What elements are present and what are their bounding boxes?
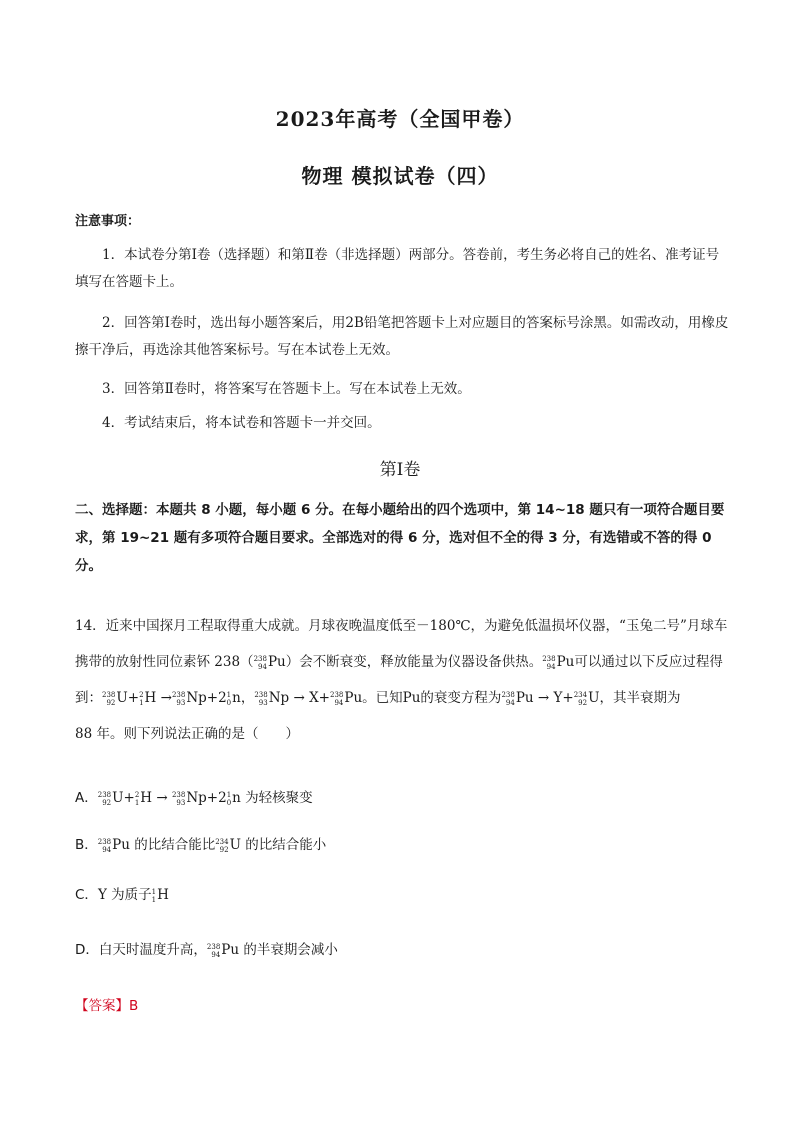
option-c: C．Y 为质子 1 1 H [75,887,169,904]
eq2-part-a: Np → X+ [268,690,330,706]
exam-subtitle: 物理 模拟试卷（四） [301,164,499,188]
option-d-label: D． [75,942,99,958]
eq3-part-a: Pu → Y+ [515,690,574,706]
option-c-label: C． [75,887,98,903]
option-b-text-2: 的比结合能小 [245,837,327,853]
answer-line [75,994,138,1014]
option-a-text: 为轻核聚变 [245,790,313,806]
exam-title: 2023年高考（全国甲卷） [275,107,525,131]
question-text-5: 88 年。则下列说法正确的是（ ） [75,726,299,742]
eq3-part-b: U，其半衰期为 [588,690,681,706]
notice-item-1: 1．本试卷分第Ⅰ卷（选择题）和第Ⅱ卷（非选择题）两部分。答卷前，考生务必将自己的姓名、准考证号填写在答题卡上。 [75,247,720,290]
notice-item-4: 4．考试结束后，将本试卷和答题卡一并交回。 [102,415,381,431]
option-d-text-1: 白天时温度升高， [98,942,207,958]
eq2-part-b: Pu。已知 [344,690,403,706]
eq1-part-c: Np+2 [186,690,227,706]
question-text-2: ）会不断衰变，释放能量为仪器设备供热。 [285,654,543,670]
option-a: A． 238 92 U+ 2 1 H → 238 93 Np+2 1 0 n 为轻核聚变 [75,790,313,807]
eq1-part-a: U+ [116,690,140,706]
option-b: B． 238 94 Pu 的比结合能比 234 92 U 的比结合能小 [75,837,327,854]
notice-item-2: 2．回答第Ⅰ卷时，选出每小题答案后，用2B铅笔把答题卡上对应题目的答案标号涂黑。如需改动，用橡皮擦干净后，再选涂其他答案标号。写在本试卷上无效。 [75,315,729,358]
option-a-label: A． [75,790,98,806]
option-d-text-2: 的半衰期会减小 [243,942,338,958]
option-d: D．白天时温度升高， 238 94 Pu 的半衰期会减小 [75,942,338,959]
answer-tag: 【答案】 [75,998,129,1014]
question-text-1: 14．近来中国探月工程取得重大成就。月球夜晚温度低至－180℃，为避免低温损坏仪器，“玉兔二号”月球车携带的放射性同位素钚 238（ [75,618,728,670]
eq1-part-b: H → [144,690,172,706]
question-text-4: Pu的衰变方程为 [402,690,502,706]
answer-value: B [129,998,139,1014]
notice-item-3: 3．回答第Ⅱ卷时，将答案写在答题卡上。写在本试卷上无效。 [102,381,471,397]
question-isotope: Pu [267,654,286,670]
eq1-part-d: n， [232,690,255,706]
question-text-3: 可以通过以下反应过程得到： [75,654,723,706]
volume-heading: 第Ⅰ卷 [379,460,421,480]
notice-heading: 注意事项： [75,214,141,229]
option-b-text-1: 的比结合能比 [134,837,216,853]
option-c-text: Y 为质子 [97,887,152,903]
option-b-label: B． [75,837,98,853]
question-14: 14．近来中国探月工程取得重大成就。月球夜晚温度低至－180℃，为避免低温损坏仪器，“玉兔二号”月球车携带的放射性同位素钚 238（ 238 94 Pu）会不断衰变，释放能量为仪器设备供热。 238 94 Pu可以通过以下反应过程得到： 238 92 U+ 2 1 H → 238 93 Np+2 1 0 n， 238 93 Np → X+ 238 94 Pu。已知Pu的衰变方程为 238 94 Pu → Y+ 234 92 U，其半衰期为 88 年。则下列说法正确的是（ ） [75,618,728,742]
section-instructions: 二、选择题：本题共 8 小题，每小题 6 分。在每小题给出的四个选项中，第 14~18 题只有一项符合题目要求，第 19~21 题有多项符合题目要求。全部选对的得 6 分，选对但不全的得 3 分，有选错或不答的得 0 分。 [75,502,725,574]
